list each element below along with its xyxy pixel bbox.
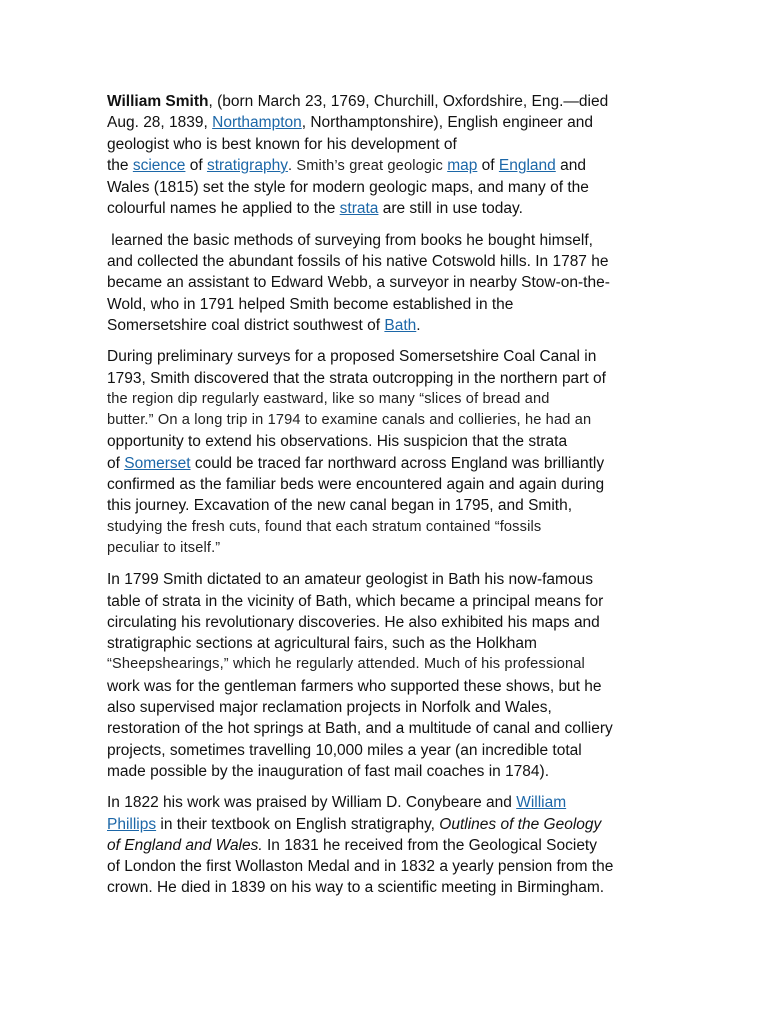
text-line xyxy=(107,453,667,474)
link-science[interactable]: science xyxy=(132,156,186,174)
text-line xyxy=(107,835,667,856)
text-line xyxy=(107,315,667,336)
text-line: stratigraphic sections at agricultural fairs, such as the Holkham xyxy=(107,635,537,653)
text-line: the region dip regularly eastward, like so many “slices of bread and xyxy=(107,390,550,407)
book-title: Outlines of the Geology xyxy=(439,815,602,833)
link-william-phillips-cont[interactable]: Phillips xyxy=(107,815,157,833)
text-run: Somersetshire coal district southwest of xyxy=(107,316,385,334)
text-line: crown. He died in 1839 on his way to a scientific meeting in Birmingham. xyxy=(107,879,605,897)
text-line: Wold, who in 1791 helped Smith become established in the xyxy=(107,295,514,313)
text-line: restoration of the hot springs at Bath, and a multitude of canal and colliery xyxy=(107,720,613,738)
text-line: learned the basic methods of surveying from books he bought himself, xyxy=(107,231,593,249)
link-stratigraphy[interactable]: stratigraphy xyxy=(206,156,288,174)
text-run: and xyxy=(555,156,586,174)
text-line xyxy=(107,814,667,835)
text-line: “Sheepshearings,” which he regularly attended. Much of his professional xyxy=(107,656,585,673)
text-line: table of strata in the vicinity of Bath, which became a principal means for xyxy=(107,592,604,610)
text-run: of xyxy=(477,156,499,174)
link-bath[interactable]: Bath xyxy=(384,316,417,334)
paragraph-surveys xyxy=(107,346,667,559)
link-somerset[interactable]: Somerset xyxy=(124,454,191,472)
text-line xyxy=(107,112,667,133)
link-england[interactable]: England xyxy=(498,156,556,174)
paragraph-table-of-strata xyxy=(107,569,667,782)
text-line: circulating his revolutionary discoveries. He also exhibited his maps and xyxy=(107,613,600,631)
subject-name: William Smith xyxy=(107,93,209,110)
paragraph-recognition xyxy=(107,792,667,898)
text-run: In 1831 he received from the Geological Society xyxy=(262,836,597,854)
text-run: are still in use today. xyxy=(378,200,523,218)
text-line: projects, sometimes travelling 10,000 miles a year (an incredible total xyxy=(107,741,582,759)
text-line: Wales (1815) set the style for modern geologic maps, and many of the xyxy=(107,179,589,197)
text-run: colourful names he applied to the xyxy=(107,200,340,218)
paragraph-early-life xyxy=(107,230,667,336)
text-line xyxy=(107,198,667,219)
text-line: studying the fresh cuts, found that each stratum contained “fossils xyxy=(107,518,542,535)
text-line: butter.” On a long trip in 1794 to examine canals and collieries, he had an xyxy=(107,412,592,429)
text-run: In 1822 his work was praised by William D. Conybeare and xyxy=(107,794,517,812)
text-line xyxy=(107,155,667,177)
text-line: work was for the gentleman farmers who supported these shows, but he xyxy=(107,677,602,695)
text-line xyxy=(107,91,667,112)
document-page xyxy=(107,91,667,909)
text-line: made possible by the inauguration of fast mail coaches in 1784). xyxy=(107,762,550,780)
text-line: became an assistant to Edward Webb, a surveyor in nearby Stow-on-the- xyxy=(107,274,610,292)
text-run: . xyxy=(416,316,421,334)
link-map[interactable]: map xyxy=(447,156,478,174)
paragraph-intro xyxy=(107,91,667,220)
text-run: of xyxy=(185,156,207,174)
text-line xyxy=(107,792,667,813)
text-line: confirmed as the familiar beds were encountered again and again during xyxy=(107,476,605,494)
text-line: 1793, Smith discovered that the strata outcropping in the northern part of xyxy=(107,369,606,387)
text-line: During preliminary surveys for a proposed Somersetshire Coal Canal in xyxy=(107,348,597,366)
book-title-cont: of England and Wales. xyxy=(107,836,263,854)
link-william-phillips[interactable]: William xyxy=(516,794,567,812)
text-run: could be traced far northward across England was brilliantly xyxy=(190,454,605,472)
link-northampton[interactable]: Northampton xyxy=(212,114,302,132)
text-line: of London the first Wollaston Medal and in 1832 a yearly pension from the xyxy=(107,858,614,876)
text-line: this journey. Excavation of the new canal began in 1795, and Smith, xyxy=(107,497,573,515)
text-run: the xyxy=(107,156,133,174)
text-run: in their textbook on English stratigraphy, xyxy=(156,815,440,833)
text-line: peculiar to itself.” xyxy=(107,539,221,556)
text-line: In 1799 Smith dictated to an amateur geologist in Bath his now-famous xyxy=(107,571,593,589)
text-line: also supervised major reclamation projects in Norfolk and Wales, xyxy=(107,699,552,717)
text-line: opportunity to extend his observations. His suspicion that the strata xyxy=(107,433,568,451)
text-run: , (born March 23, 1769, Churchill, Oxfordshire, Eng.—died xyxy=(208,93,609,110)
link-strata[interactable]: strata xyxy=(339,200,379,218)
text-run: Aug. 28, 1839, xyxy=(107,114,213,132)
text-run: . Smith’s great geologic xyxy=(287,157,448,174)
text-line: and collected the abundant fossils of his native Cotswold hills. In 1787 he xyxy=(107,253,609,271)
text-line: geologist who is best known for his development of xyxy=(107,135,457,153)
text-run: , Northamptonshire), English engineer and xyxy=(301,114,593,132)
text-run: of xyxy=(107,454,125,472)
